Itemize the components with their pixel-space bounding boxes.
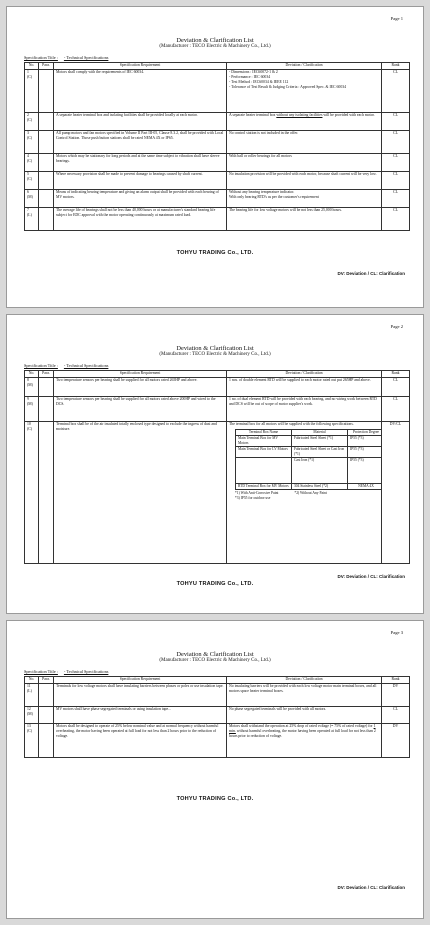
deviation-table — [24, 62, 410, 231]
row-deviation: No phase segregated terminals will be provided with all motors. — [227, 706, 382, 723]
row-para — [39, 723, 54, 757]
header-rank: Rank — [382, 677, 410, 684]
table-row — [25, 396, 410, 421]
header-deviation: Deviation / Clarification — [227, 63, 382, 70]
row-para — [39, 189, 54, 207]
rank-legend: DV: Deviation / CL: Clarification — [337, 885, 405, 890]
table-row — [25, 69, 410, 112]
spec-value: - Technical Specifications — [63, 363, 109, 368]
row-rank: CL — [382, 171, 410, 189]
terminal-box-notes: *1) With Anti-Corrosive Paint *2) Without Any Paint *3) IP55 for outdoor use — [235, 491, 327, 501]
row-number: 13 (C) — [25, 723, 39, 757]
row-deviation: - Dimensions : IEC60072-1 & 2 - Performance : IEC 60034 - Test Method : IEC60034 & IEEE 112 - Tolerance of Test Result & Judging Criteria : Approved Spec. & IEC 60034 — [227, 69, 382, 112]
header-rank: Rank — [382, 63, 410, 70]
row-number: 6 (M) — [25, 189, 39, 207]
terminal-box-header: Terminal Box Name Material Protection Degree — [236, 429, 382, 435]
row-para — [39, 377, 54, 396]
specification-title — [24, 669, 108, 674]
table-row — [25, 153, 410, 171]
table-row — [25, 706, 410, 723]
table-row — [25, 723, 410, 757]
row-deviation: A separate heater terminal box without any isolating facilities will be provided with each motor. — [227, 112, 382, 130]
row-rank: CL — [382, 130, 410, 153]
document-subtitle: (Manufacturer : TECO Electric & Machinery Co., Ltd.) — [159, 44, 271, 49]
header-para: Para. — [39, 63, 54, 70]
row-deviation: 1 nos. of double element RTD will be supplied to each motor rated out put 265HP and above. — [227, 377, 382, 396]
table-row — [25, 421, 410, 563]
row-number: 12 (M) — [25, 706, 39, 723]
table-row — [25, 683, 410, 706]
row-para — [39, 421, 54, 563]
terminal-box-row: RTD Terminal Box for MV Motors 304 Stainless Steel (*2) NEMA 4X — [236, 484, 382, 490]
document-title: Deviation & Clarification List — [176, 651, 254, 658]
row-rank: DV — [382, 723, 410, 757]
terminal-box-row: Main Terminal Box for MV Motors Fabricated Steel Sheet (*1) IP55 (*3) — [236, 435, 382, 446]
header-requirement: Specification Requirement — [54, 371, 227, 378]
row-para — [39, 112, 54, 130]
row-requirement: Two temperature sensors per bearing shall be supplied for all motors rated 265HP and above. — [54, 377, 227, 396]
row-para — [39, 153, 54, 171]
header-rank: Rank — [382, 371, 410, 378]
row-rank: CL — [382, 377, 410, 396]
row-number: 11 (L) — [25, 683, 39, 706]
specification-title — [24, 55, 108, 60]
spec-label: Specification Title : — [24, 55, 58, 60]
row-deviation: Without any bearing temperature indicator. With only bearing RTD's as per the customer's requirement — [227, 189, 382, 207]
row-rank: CL — [382, 396, 410, 421]
deviation-table — [24, 370, 410, 564]
row-requirement: A separate heater terminal box and isolating facilities shall be provided locally at each motor. — [54, 112, 227, 130]
row-number: 4 (C) — [25, 153, 39, 171]
row-rank: CL — [382, 69, 410, 112]
rank-legend: DV: Deviation / CL: Clarification — [337, 574, 405, 579]
company-name: TOHYU TRADING Co., LTD. — [176, 796, 254, 802]
row-deviation: No insulating barriers will be provided with each low voltage motor main terminal boxes, and all motors space heater terminal boxes. — [227, 683, 382, 706]
row-deviation: 1 no. of dual element RTD will be provided with each bearing, and no wiring work between RTD and DCS will be out of scope of motor supplier's work. — [227, 396, 382, 421]
table-row — [25, 112, 410, 130]
document-title: Deviation & Clarification List — [176, 37, 254, 44]
row-para — [39, 207, 54, 230]
specification-title — [24, 363, 108, 368]
table-row — [25, 130, 410, 153]
row-deviation: Motors shall withstand the operation at 25% drop of rated voltage (= 75% of rated voltage) for 1 min. without harmful overheating, the motor having been operated at full load for not less than 2 hours prior to reduction of voltage. — [227, 723, 382, 757]
row-number: 8 (M) — [25, 377, 39, 396]
header-requirement: Specification Requirement — [54, 677, 227, 684]
row-requirement: Where necessary provision shall be made to prevent damage to bearings caused by shaft current. — [54, 171, 227, 189]
row-requirement: Motors shall comply with the requirements of IEC 60034. — [54, 69, 227, 112]
header-no: No. — [25, 371, 39, 378]
document-page-3 — [6, 620, 424, 919]
terminal-box-row: Cast Iron (*1) IP55 (*3) — [236, 458, 382, 484]
row-number: 7 (L) — [25, 207, 39, 230]
header-no: No. — [25, 63, 39, 70]
table-row — [25, 207, 410, 230]
row-requirement: MV motors shall have phase segregated terminals or using insulation tape... — [54, 706, 227, 723]
terminal-box-row: Main Terminal Box for LV Motors Fabricated Steel Sheet or Cast Iron (*1) IP55 (*3) — [236, 447, 382, 458]
row-rank: DV/CL — [382, 421, 410, 563]
header-requirement: Specification Requirement — [54, 63, 227, 70]
header-deviation: Deviation / Clarification — [227, 371, 382, 378]
row-deviation: No control station is not included in the offer. — [227, 130, 382, 153]
row-para — [39, 69, 54, 112]
row-deviation: No insulation provision will be provided with each motor, because shaft current will be very low. — [227, 171, 382, 189]
row-number: 5 (C) — [25, 171, 39, 189]
header-deviation: Deviation / Clarification — [227, 677, 382, 684]
row-deviation: With ball or roller bearings for all motors — [227, 153, 382, 171]
page-number: Page 3 — [390, 630, 403, 635]
company-name: TOHYU TRADING Co., LTD. — [176, 581, 254, 587]
row-para — [39, 130, 54, 153]
row-para — [39, 171, 54, 189]
row-requirement: Terminals for low voltage motors shall have insulating barriers between phases or poles or use insulation tape. — [54, 683, 227, 706]
row-rank: CL — [382, 706, 410, 723]
document-page-2 — [6, 314, 424, 614]
deviation-table — [24, 676, 410, 758]
row-requirement: Terminal box shall be of the air insulated totally enclosed type designed to exclude the ingress of dust and moisture. — [54, 421, 227, 563]
row-rank: CL — [382, 112, 410, 130]
header-para: Para. — [39, 371, 54, 378]
row-number: 9 (M) — [25, 396, 39, 421]
document-subtitle: (Manufacturer : TECO Electric & Machinery Co., Ltd.) — [159, 658, 271, 663]
row-requirement: All pump motors and fan motors specified in Volume II Part III-05, Clause 8.3.2, shall be provided with Local Control Station. Those push button stations shall be rated NEMA 4X or IP65. — [54, 130, 227, 153]
company-name: TOHYU TRADING Co., LTD. — [176, 250, 254, 256]
table-row — [25, 171, 410, 189]
table-row — [25, 189, 410, 207]
table-row — [25, 377, 410, 396]
header-para: Para. — [39, 677, 54, 684]
row-para — [39, 683, 54, 706]
row-deviation: The bearing life for low voltage motors will be not less than 25,000 hours. — [227, 207, 382, 230]
row-deviation: The terminal box for all motors will be supplied with the following specifications. Terminal Box Name Material Protection Degree Main Terminal Box for MV Motors Fabricated Steel Sheet (*1) IP55 (*3) Main Terminal Box for LV Motors Fabricated Steel Sheet or Cast Iron (*1) IP55 (*3) Cast Iron (*1) IP55 (*3) RTD Terminal Box for MV Motors 304 Stainless Steel (*2) NEMA 4X *1) With Anti-Corrosive Paint *2) Without Any Paint *3) IP55 for outdoor use — [227, 421, 382, 563]
row-rank: CL — [382, 153, 410, 171]
spec-label: Specification Title : — [24, 669, 58, 674]
header-no: No. — [25, 677, 39, 684]
row-number: 2 (C) — [25, 112, 39, 130]
row-requirement: Two temperature sensors per bearing shall be supplied for all motors rated above 200HP and wired to the DCS. — [54, 396, 227, 421]
page-number: Page 1 — [390, 16, 403, 21]
row-requirement: Means of indicating bearing temperature and giving an alarm output shall be provided with each bearing of MV motors. — [54, 189, 227, 207]
row-requirement: Motors which may be stationary for long periods and at the same time subject to vibration shall have sleeve bearings. — [54, 153, 227, 171]
spec-label: Specification Title : — [24, 363, 58, 368]
page-number: Page 2 — [390, 324, 403, 329]
row-requirement: Motors shall be designed to operate of 25% below nominal value and at normal frequency without harmful overheating, the motor having been operated at full load for not less than 2 hours prior to the reduction of voltage. — [54, 723, 227, 757]
row-number: 3 (C) — [25, 130, 39, 153]
row-para — [39, 706, 54, 723]
row-number: 10 (C) — [25, 421, 39, 563]
document-page-1 — [6, 6, 424, 308]
spec-value: - Technical Specifications — [63, 669, 109, 674]
row-requirement: The average life of bearings shall not be less than 40,000 hours or at manufacturer's standard bearing life subject for EDC approval with the motor operating continuously at maximum rated load. — [54, 207, 227, 230]
document-subtitle: (Manufacturer : TECO Electric & Machinery Co., Ltd.) — [159, 352, 271, 357]
row-rank: CL — [382, 207, 410, 230]
document-title: Deviation & Clarification List — [176, 345, 254, 352]
terminal-box-table — [235, 429, 382, 491]
row-para — [39, 396, 54, 421]
row-rank: DV — [382, 683, 410, 706]
spec-value: - Technical Specifications — [63, 55, 109, 60]
row-rank: CL — [382, 189, 410, 207]
rank-legend: DV: Deviation / CL: Clarification — [337, 271, 405, 276]
row-number: 1 (C) — [25, 69, 39, 112]
